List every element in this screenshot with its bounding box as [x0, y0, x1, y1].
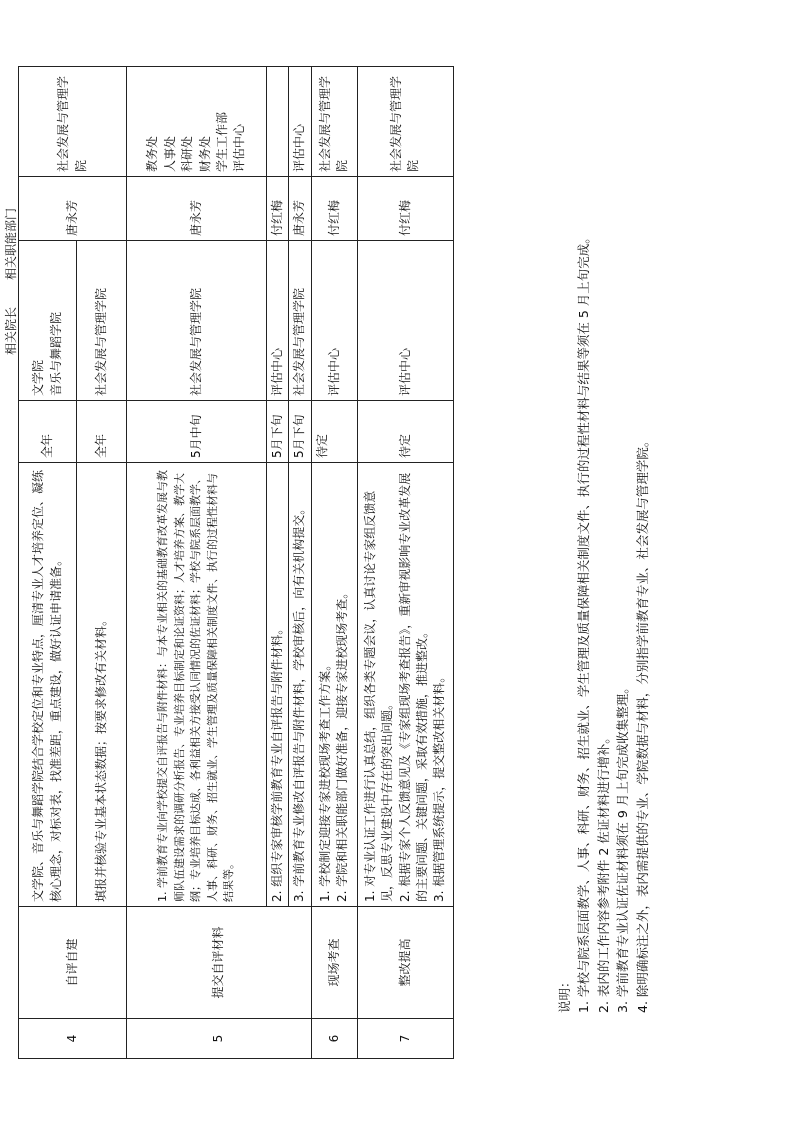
row-unit: 社会发展与管理学院: [77, 241, 127, 401]
row-content: 1. 学前教育专业向学校提交自评报告与附件材料：与本专业相关的基础教育改革发展与教师队伍建设需求的调研分析报告、专业培养目标制定和论证资料；人才培养方案、教学大纲；专业培养目标达成、各利益相关方接受认同情况的佐证材料；学校与院系层面教学、人事、科研、财务、招生就业、学生管理及质量保障相关制度文件、执行的过程性材料与结果等。: [127, 463, 267, 907]
row-content: 文学院、音乐与舞蹈学院结合学校定位和专业特点，厘清专业人才培养定位、凝练核心理念，对标对表，找准差距，重点建设，做好认证申请准备。: [19, 463, 77, 907]
table-row: [311, 67, 357, 1059]
header-leader: 相关院长: [4, 307, 18, 356]
row-no: 4: [19, 1019, 127, 1059]
row-stage: 提交自评材料: [127, 907, 312, 1019]
row-time: 全年: [19, 401, 77, 463]
row-time: 全年: [77, 401, 127, 463]
row-content: 1. 学校制定迎接专家进校现场考查工作方案。 2. 学院和相关职能部门做好准备，迎接专家进校现场考查。: [311, 463, 357, 907]
row-leader: 付红梅: [311, 177, 357, 241]
row-dept: 教务处 人事处 科研处 财务处 学生工作部 评估中心: [127, 67, 267, 177]
notes-title: 说明：: [557, 975, 572, 1013]
row-dept: 社会发展与管理学院: [19, 67, 127, 177]
row-time: 5月下旬: [267, 401, 289, 463]
row-stage: 自评自建: [19, 907, 127, 1019]
row-leader: 付红梅: [267, 177, 289, 241]
row-content: 1. 对专业认证工作进行认真总结，组织各类专题会议，认真讨论专家组反馈意见，反思专业建设中存在的突出问题。 2. 根据专家个人反馈意见及《专家组现场考查报告》，重新审视影响专业改革发展的主要问题、关键问题，采取有效措施，推进整改。 3. 根据管理系统提示，提交整改相关材料。: [357, 463, 453, 907]
row-no: 5: [127, 1019, 312, 1059]
row-stage: 整改提高: [357, 907, 453, 1019]
row-dept: 评估中心: [289, 67, 311, 177]
notes: [555, 13, 652, 1013]
row-unit: 评估中心: [357, 241, 453, 401]
row-time: 待定: [357, 401, 453, 463]
row-dept: 社会发展与管理学院: [357, 67, 453, 177]
row-content: 填报并核验专业基本状态数据；按要求修改有关材料。: [77, 463, 127, 907]
note-3: 3. 学前教育专业认证佐证材料须在 9 月上旬完成收集整理。: [615, 681, 631, 1013]
row-unit: 文学院 音乐与舞蹈学院: [19, 241, 77, 401]
row-content: 2. 组织专家审核学前教育专业自评报告与附件材料。: [267, 463, 289, 907]
note-2: 2. 表内的工作内容参考附件 2 佐证材料进行增补。: [595, 731, 611, 1013]
row-time: 5月中旬: [127, 401, 267, 463]
row-time: 待定: [311, 401, 357, 463]
row-dept: [267, 67, 289, 177]
row-unit: 评估中心: [267, 241, 289, 401]
row-leader: 唐永芳: [19, 177, 127, 241]
row-unit: 社会发展与管理学院: [127, 241, 267, 401]
note-1: 1. 学校与院系层面教学、人事、科研、财务、招生就业、学生管理及质量保障相关制度文件、执行的过程性材料与结果等须在 5 月上旬完成。: [576, 231, 592, 1013]
row-unit: 评估中心: [311, 241, 357, 401]
table-row: [127, 67, 267, 1059]
table-row: [357, 67, 453, 1059]
row-time: 5月下旬: [289, 401, 311, 463]
row-no: 7: [357, 1019, 453, 1059]
row-no: 6: [311, 1019, 357, 1059]
row-stage: 现场考查: [311, 907, 357, 1019]
header-dept: 相关职能部门: [4, 208, 18, 281]
row-unit: 社会发展与管理学院: [289, 241, 311, 401]
row-leader: 唐永芳: [127, 177, 267, 241]
plan-table: [18, 66, 454, 1059]
row-dept: 社会发展与管理学院: [311, 67, 357, 177]
row-content: 3. 学前教育专业修改自评报告与附件材料，学校审核后，向有关机构提交。: [289, 463, 311, 907]
row-leader: 唐永芳: [289, 177, 311, 241]
note-4: 4. 除明确标注之外，表内需提供的专业、学院数据与材料，分别指学前教育专业、社会发展与管理学院。: [634, 434, 650, 1013]
row-leader: 付红梅: [357, 177, 453, 241]
table-row: [19, 67, 77, 1059]
